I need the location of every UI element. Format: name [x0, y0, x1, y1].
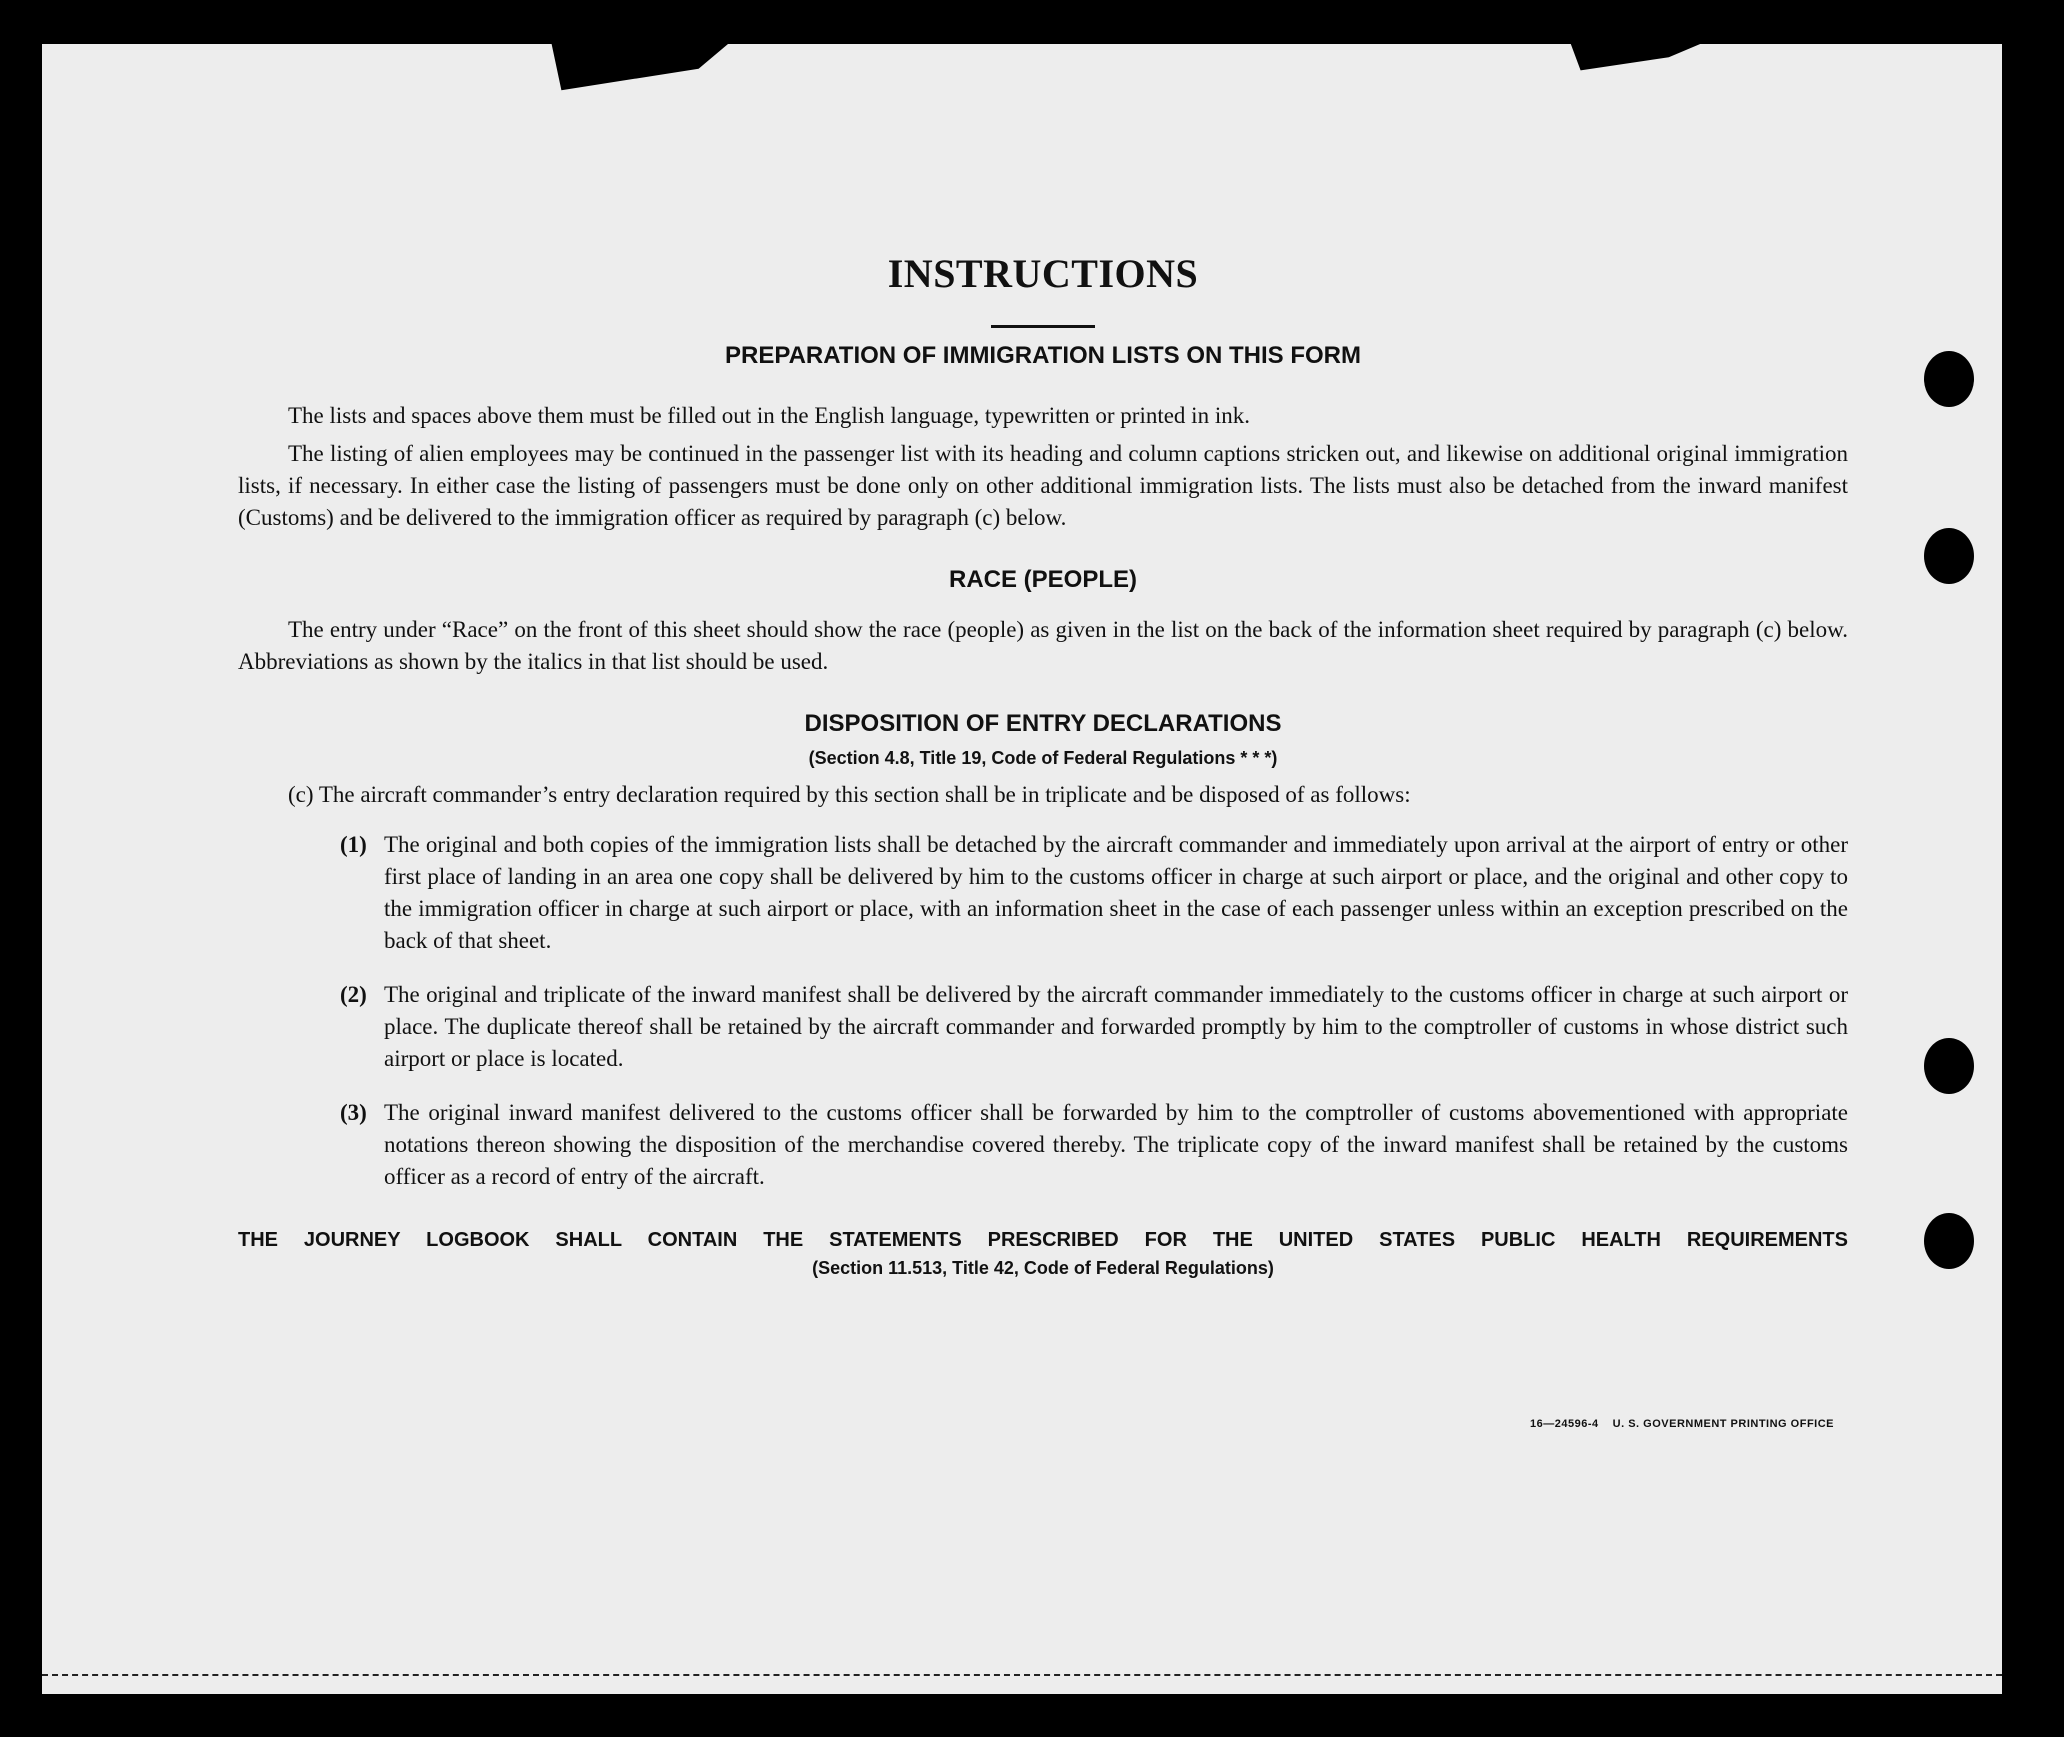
footer-statement: THE JOURNEY LOGBOOK SHALL CONTAIN THE STATEMENTS PRESCRIBED FOR THE UNITED STATES PUBLIC HEALTH REQUIREMENTS: [238, 1229, 1848, 1251]
punch-hole: [1924, 528, 1974, 584]
punch-hole: [1924, 1038, 1974, 1094]
punch-hole: [1924, 1213, 1974, 1269]
preparation-paragraph-2: The listing of alien employees may be continued in the passenger list with its heading and column captions stricken out, and likewise on additional original immigration lists, if necessary. In either case the listing of passengers must be done only on other additional immigration lists. The lists must also be detached from the inward manifest (Customs) and be delivered to the immigration officer as required by paragraph (c) below.: [238, 441, 1848, 530]
disposition-reference: (Section 4.8, Title 19, Code of Federal Regulations * * *): [808, 748, 1278, 768]
item-text: The original inward manifest delivered to the customs officer shall be forwarded by him to the comptroller of customs abovementioned with appropriate notations thereon showing the disposition of the merchandise covered thereby. The triplicate copy of the inward manifest shall be retained by the customs officer as a record of entry of the aircraft.: [384, 1100, 1848, 1189]
title-underline: [991, 325, 1095, 328]
race-paragraph: The entry under “Race” on the front of this sheet should show the race (people) as given in the list on the back of the information sheet required by paragraph (c) below. Abbreviations as shown by the italics in that list should be used.: [238, 617, 1848, 674]
page-title: INSTRUCTIONS: [887, 251, 1199, 296]
item-text: The original and both copies of the immigration lists shall be detached by the aircraft commander and immediately upon arrival at the airport of entry or other first place of landing in an area one copy shall be delivered by him to the customs officer in charge at such airport or place, and the original and other copy to the immigration officer in charge at such airport or place, with an information sheet in the case of each passenger unless within an exception prescribed on the back of that sheet.: [384, 832, 1848, 953]
section-heading-preparation: PREPARATION OF IMMIGRATION LISTS ON THIS FORM: [725, 342, 1361, 369]
printer-imprint: [1530, 1418, 1834, 1430]
instructions-content: [238, 250, 1848, 1279]
item-number: (1): [340, 832, 367, 857]
section-heading-race: RACE (PEOPLE): [948, 566, 1137, 593]
printer-code: 16—24596-4: [1530, 1418, 1599, 1430]
perforation-line: [42, 1674, 2002, 1676]
preparation-paragraph-1: The lists and spaces above them must be filled out in the English language, typewritten or printed in ink.: [288, 403, 1250, 428]
punch-hole: [1924, 351, 1974, 407]
section-heading-disposition: DISPOSITION OF ENTRY DECLARATIONS: [804, 710, 1282, 737]
item-text: The original and triplicate of the inward manifest shall be delivered by the aircraft commander immediately to the customs officer in charge at such airport or place. The duplicate thereof shall be retained by the aircraft commander and forwarded promptly by him to the comptroller of customs in whose district such airport or place is located.: [384, 982, 1848, 1071]
disposition-item: [238, 979, 1848, 1075]
disposition-intro: (c) The aircraft commander’s entry declaration required by this section shall be in triplicate and be disposed of as follows:: [288, 782, 1411, 807]
disposition-item: [238, 1097, 1848, 1193]
printer-office: U. S. GOVERNMENT PRINTING OFFICE: [1612, 1418, 1834, 1430]
disposition-item: [238, 829, 1848, 957]
footer-reference: (Section 11.513, Title 42, Code of Federal Regulations): [812, 1258, 1274, 1278]
item-number: (2): [340, 982, 367, 1007]
item-number: (3): [340, 1100, 367, 1125]
